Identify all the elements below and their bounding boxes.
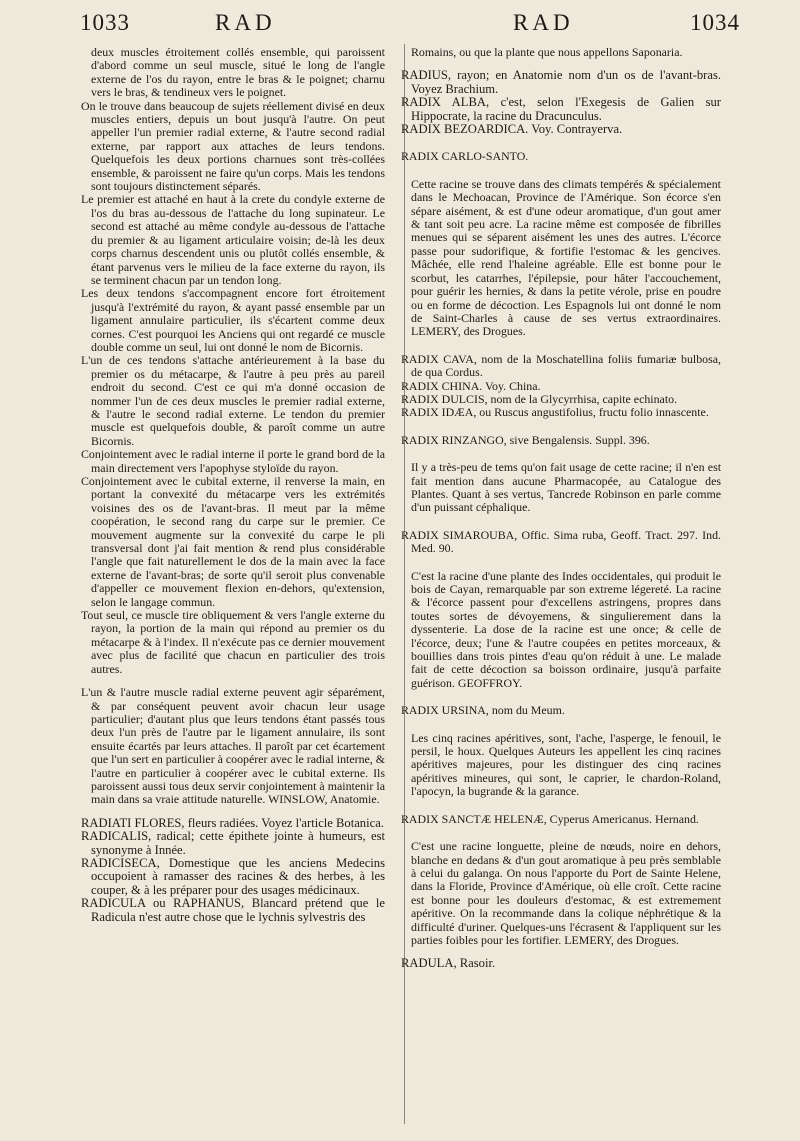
paragraph: On le trouve dans beaucoup de sujets réellement divisé en deux muscles entiers, depuis un bout jusqu'à l'autre. On peut appeller l'un premier radial externe, & l'autre second radial externe, par rapport aux attaches de leurs tendons. Quelquefois les deux portions charnues sont très-collées ensemble, & paroissent ne faire qu'un corps. Mais les tendons sont toujours distinctement séparés. xyxy=(81,98,385,194)
paragraph: Romains, ou que la plante que nous appellons Saponaria. xyxy=(411,45,683,59)
running-head-right: RAD xyxy=(513,10,574,35)
entry-radiati-flores: RADIATI FLORES, fleurs radiées. Voyez l'article Botanica. xyxy=(81,815,384,830)
entry-radix-simarouba: RADIX SIMAROUBA, Offic. Sima ruba, Geoff. Tract. 297. Ind. Med. 90. xyxy=(401,527,721,556)
entry-radius: RADIUS, rayon; en Anatomie nom d'un os de l'avant-bras. Voyez Brachium. xyxy=(401,68,721,96)
paragraph: Le premier est attaché en haut à la crete du condyle externe de l'os du bras au-dessous de l'attache du long supinateur. Le second est attaché au même condyle au-dessous de l'attache du premier & au ligament articulaire voisin; de-là les deux corps charnus descendent unis ou plutôt collés ensemble, & étant parvenus vers le milieu de la face externe du rayon, ils se terminent chacun par un tendon long. xyxy=(81,192,385,287)
entry-radicalis: RADICALIS, radical; cette épithete jointe à humeurs, est synonyme à Innée. xyxy=(81,829,385,857)
entry-radula: RADULA, Rasoir. xyxy=(401,956,496,971)
left-column xyxy=(81,46,385,924)
entry-radix-carlo-santo: RADIX CARLO-SANTO. xyxy=(401,149,529,164)
paragraph: Conjointement avec le cubital externe, il renverse la main, en portant la convexité du métacarpe vers les extrémités voisines des os de l'avant-bras. Il meut par la même coopération, le second rang du carpe sur le premier. Ce mouvement augmente sur la convexité du carpe le pli transversal dont j'ai fait mention & rend plus considérable l'angle que fait naturellement le dos de la main avec la face externe de l'avant-bras; de sorte qu'il seroit plus convenable d'appeller ce mouvement flexion en-dehors, qu'extension, selon le langage commun. xyxy=(81,474,385,609)
right-column xyxy=(401,46,721,971)
paragraph: C'est une racine longuette, pleine de nœuds, noire en dehors, blanche en dedans & d'un gout aromatique à peu près semblable à celui du galanga. On nous l'apporte du Port de Sainte Helene, dans la Floride, Province d'Amérique, où elle croît. Cette racine est bonne pour les douleurs d'estomac, & est extremement apéritive. On la recommande dans la colique néphrétique & la difficulté d'uriner. Quelques-uns l'écrasent & l'appliquent sur les parties foibles pour les fortifier. LEMERY, des Drogues. xyxy=(411,839,721,947)
paragraph: Il y a très-peu de tems qu'on fait usage de cette racine; il n'en est fait mention dans aucune Pharmacopée, au Catalogue des Plantes. Quant à ses vertus, Tancrede Robinson en parle comme d'un puissant céphalique. xyxy=(411,460,721,515)
page-number-left: 1033 xyxy=(80,10,130,35)
running-head-left: RAD xyxy=(215,10,276,35)
entry-radix-rinzango: RADIX RINZANGO, sive Bengalensis. Suppl. 396. xyxy=(401,432,650,447)
paragraph: Les deux tendons s'accompagnent encore fort étroitement jusqu'à l'extrémité du rayon, & ayant passé ensemble par un ligament annulaire particulier, ils s'écartent comme deux cornes. C'est pourquoi les Anciens qui ont regardé ce muscle double comme un seul, lui ont donné le nom de Bicornis. xyxy=(81,286,385,354)
paragraph: L'un de ces tendons s'attache antérieurement à la base du premier os du métacarpe, & l'autre à peu près au pareil endroit du second. C'est ce qui m'a donné occasion de nommer l'un de ces deux muscles le premier radial externe, & l'autre le second radial externe. Le tendon du premier muscle est quelquefois double, & paroît comme un autre Bicornis. xyxy=(81,353,385,448)
paragraph: L'un & l'autre muscle radial externe peuvent agir séparément, & par conséquent peuvent avoir chacun leur usage particulier; d'autant plus que leurs tendons étant passés tous deux l'un près de l'autre par le ligament annulaire, ils sont ensuite écartés par leurs attaches. Il paroît par cet écartement que l'un sert en particulier à coopérer avec le radial interne, & l'autre en particulier à coopérer avec le cubital externe. Ils paroissent aussi tous deux servir conjointement à maintenir la main dans sa vraie attitude naturelle. WINSLOW, Anatomie. xyxy=(81,685,385,807)
entry-radix-idaea: RADIX IDÆA, ou Ruscus angustifolius, fructu folio innascente. xyxy=(401,405,709,420)
entry-radix-alba: RADIX ALBA, c'est, selon l'Exegesis de Galien sur Hippocrate, la racine du Dracunculus. xyxy=(401,95,721,123)
entry-radix-sanctae-helenae: RADIX SANCTÆ HELENÆ, Cyperus Americanus. Hernand. xyxy=(401,811,699,826)
running-header xyxy=(80,10,740,46)
paragraph: Tout seul, ce muscle tire obliquement & vers l'angle externe du rayon, la portion de la main qui répond au premier os du métacarpe & à l'index. Il n'exécute pas ce dernier mouvement avec plus de facilité que chacun en particulier des trois autres. xyxy=(81,608,385,676)
paragraph: deux muscles étroitement collés ensemble, qui paroissent d'abord comme un seul muscle, situé le long de l'angle externe de l'os du rayon, entre le bras & le poignet; charnu vers le bras, & tendineux vers le poignet. xyxy=(91,45,385,100)
entry-radix-bezoardica: RADIX BEZOARDICA. Voy. Contrayerva. xyxy=(401,122,623,137)
entry-radix-china: RADIX CHINA. Voy. China. xyxy=(401,378,541,393)
entry-radicula: RADICULA ou RAPHANUS, Blancard prétend que le Radicula n'est autre chose que le lychnis sylvestris des xyxy=(81,896,385,924)
entry-radix-cava: RADIX CAVA, nom de la Moschatellina foliis fumariæ bulbosa, de qua Cordus. xyxy=(401,351,721,380)
entry-radix-ursina: RADIX URSINA, nom du Meum. xyxy=(401,703,565,718)
paragraph: Conjointement avec le radial interne il porte le grand bord de la main directement vers l'apophyse styloïde du rayon. xyxy=(81,447,385,475)
paragraph: Cette racine se trouve dans des climats tempérés & spécialement dans le Mechoacan, Province de l'Amérique. Son écorce s'en sépare aisément, & est d'une odeur aromatique, d'un gout amer & tant soit peu acre. La racine même est composée de fibrilles menues qui se séparent aisément les unes des autres. L'écorce passe pour sudorifique, & fortifie l'estomac & les gencives. Mâchée, elle rend l'haleine agréable. Elle est bonne pour le scorbut, les catarrhes, l'épilepsie, pour hâter l'accouchement, pour guérir les hernies, & dans la petite vérole, prise en poudre ou en forme de décoction. Les Espagnols lui ont donné le nom de Saint-Charles à cause de ses vertus extraordinaires. LEMERY, des Drogues. xyxy=(411,176,721,339)
page-number-right: 1034 xyxy=(690,10,740,35)
paragraph: C'est la racine d'une plante des Indes occidentales, qui produit le bois de Cayan, remarquable par son extreme légereté. La racine & l'écorce passent pour d'excellens astringens, propres dans toutes sortes de dévoyemens, & singulierement dans la dyssenterie. La dose de la racine est une once; & celle de l'écorce, deux; l'une & l'autre coupées en petites morceaux, & bouillies dans trois pintes d'eau qu'on réduit à une. Le malade fait de cette décoction sa boisson ordinaire, jusqu'à parfaite guérison. GEOFFROY. xyxy=(411,568,721,690)
entry-radix-dulcis: RADIX DULCIS, nom de la Glycyrrhisa, capite echinato. xyxy=(401,391,678,406)
paragraph: Les cinq racines apéritives, sont, l'ache, l'asperge, le fenouil, le persil, le houx. Quelques Auteurs les appellent les cinq racines apéritives majeures, pour les distinguer des cinq racines apéritives mineures, qui sont, le caprier, le chardon-Roland, l'apocyn, la bugrande & la garance. xyxy=(411,730,721,799)
entry-radiciseca: RADICISECA, Domestique que les anciens Medecins occupoient à ramasser des racines & des herbes, à les couper, & à les préparer pour des usages médicinaux. xyxy=(81,855,385,897)
